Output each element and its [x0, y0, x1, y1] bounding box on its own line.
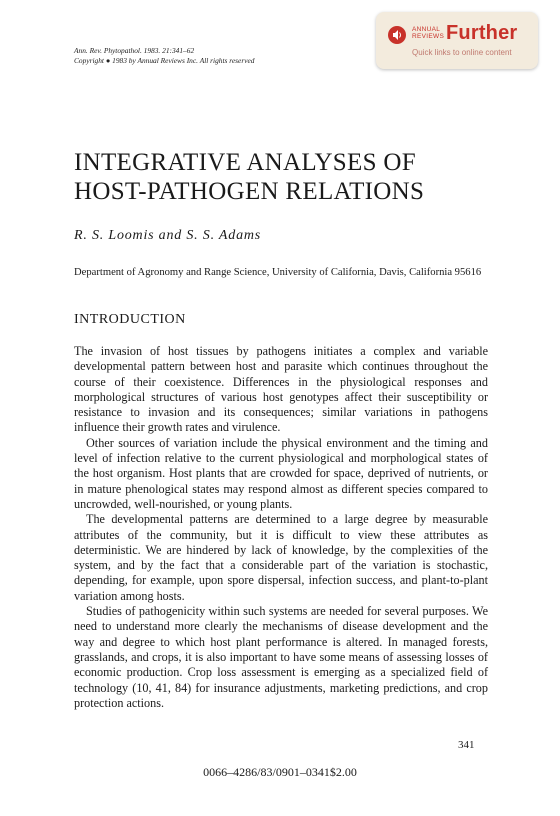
section-heading: INTRODUCTION	[74, 312, 186, 327]
paragraph: Studies of pathogenicity within such systems are needed for several purposes. We need to understand more clearly the mechanisms of disease development and the way and degree to which host plant performance is altered. In managed forests, grasslands, and crops, it is also important to have some means of assessing losses of economic production. Crop loss assessment is emerging as a specialized field of technology (10, 41, 84) for insurance adjustments, marketing predictions, and crop protection actions.	[74, 604, 488, 710]
article-title: INTEGRATIVE ANALYSES OF HOST-PATHOGEN RELATIONS	[74, 149, 425, 205]
copyright-line: Copyright ● 1983 by Annual Reviews Inc. All rights reserved	[74, 56, 255, 65]
paragraph: Other sources of variation include the physical environment and the timing and level of infection relative to the current physiological and morphological states of the host organism. Host plants that are crowded for space, deprived of nutrients, or in mature phenological states may respond almost as different species compared to uncrowded, well-nourished, or young plants.	[74, 435, 488, 511]
page-number: 341	[458, 739, 475, 751]
copyright-code: 0066–4286/83/0901–0341$2.00	[203, 765, 357, 779]
authors: R. S. Loomis and S. S. Adams	[74, 228, 262, 243]
affiliation: Department of Agronomy and Range Science, University of California, Davis, California 95616	[74, 267, 482, 278]
speaker-icon	[388, 26, 406, 44]
article-body	[74, 344, 488, 711]
journal-citation	[74, 46, 254, 66]
paragraph: The developmental patterns are determined to a large degree by measurable attributes of the community, but it is difficult to view these attributes as deterministic. We are hindered by lack of knowledge, by the complexities of the system, and by the fact that a considerable part of the variation is stochastic, depending, for example, upon spore dispersal, infection success, and plant-to-plant variation among hosts.	[74, 512, 488, 603]
annual-reviews-logo-text: ANNUAL REVIEWS	[412, 26, 445, 40]
further-banner[interactable]	[376, 12, 538, 69]
banner-tagline: Quick links to online content	[412, 48, 512, 57]
paragraph: The invasion of host tissues by pathogens initiates a complex and variable developmental pattern between host and parasite which continues throughout the course of their coexistence. Differences in the physiological responses and morphological structures of various host genotypes affect their susceptibility or resistance to invasion and its consequences; similar variations in pathogens influence their growth rates and virulence.	[74, 344, 488, 435]
journal-citation-line: Ann. Rev. Phytopathol. 1983. 21:341–62	[74, 46, 195, 55]
further-label: Further	[446, 22, 518, 44]
